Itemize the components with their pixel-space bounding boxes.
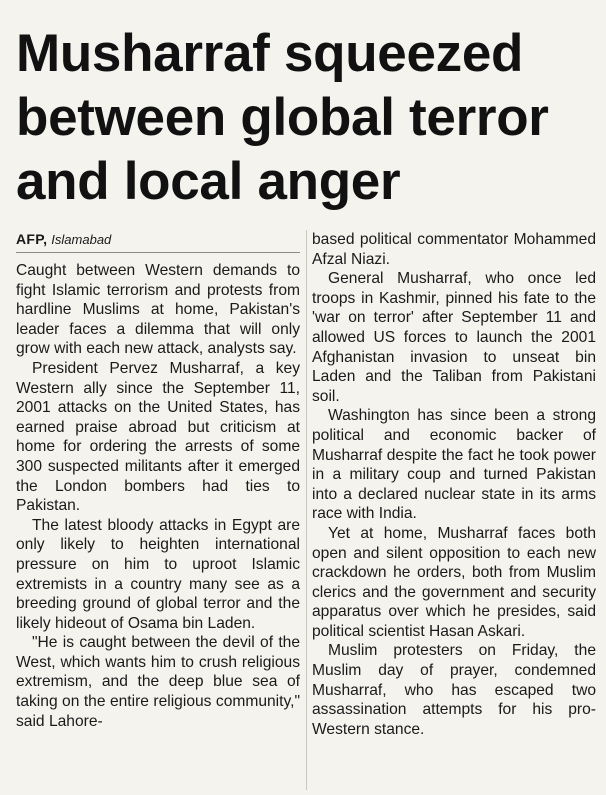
byline-dateline: Islamabad xyxy=(51,232,112,247)
column-divider xyxy=(306,230,307,790)
byline-agency: AFP, xyxy=(16,231,48,247)
paragraph: President Pervez Musharraf, a key Western ally since the September 11, 2001 attacks on the United States, has earned praise abroad but criticism at home for ordering the arrests of some 300 suspected militants after it emerged the London bombers had ties to Pakistan. xyxy=(16,359,300,515)
headline: Musharraf squeezed between global terror and local anger xyxy=(16,24,549,211)
byline xyxy=(16,230,300,253)
paragraph: Caught between Western demands to fight Islamic terrorism and protests from hardline Muslims at home, Pakistan's leader faces a dilemma that will only grow with each new attack, analysts say. xyxy=(16,262,300,358)
right-column xyxy=(312,230,596,739)
paragraph: Washington has since been a strong political and economic backer of Musharraf despite the fact he took power in a military coup and turned Pakistan into a declared nuclear state in its arms race with India. xyxy=(312,407,596,523)
paragraph: The latest bloody attacks in Egypt are only likely to heighten international pressure on him to uproot Islamic extremists in a country many see as a breeding ground of global terror and the likely hideout of Osama bin Laden. xyxy=(16,516,300,632)
article-body xyxy=(16,230,596,790)
paragraph: Muslim protesters on Friday, the Muslim day of prayer, condemned Musharraf, who has escaped two assassination attempts for his pro-Western stance. xyxy=(312,642,596,738)
left-column xyxy=(16,230,300,731)
paragraph: General Musharraf, who once led troops in Kashmir, pinned his fate to the 'war on terror' after September 11 and allowed US forces to launch the 2001 Afghanistan invasion to unseat bin Laden and the Taliban from Pakistani soil. xyxy=(312,270,596,405)
paragraph: based political commentator Mohammed Afzal Niazi. xyxy=(312,231,596,268)
paragraph: "He is caught between the devil of the West, which wants him to crush religious extremism, and the deep blue sea of taking on the entire religious community," said Lahore- xyxy=(16,634,300,730)
paragraph: Yet at home, Musharraf faces both open and silent opposition to each new crackdown he orders, both from Muslim clerics and the government and security apparatus over which he presides, said political scientist Hasan Askari. xyxy=(312,524,596,640)
